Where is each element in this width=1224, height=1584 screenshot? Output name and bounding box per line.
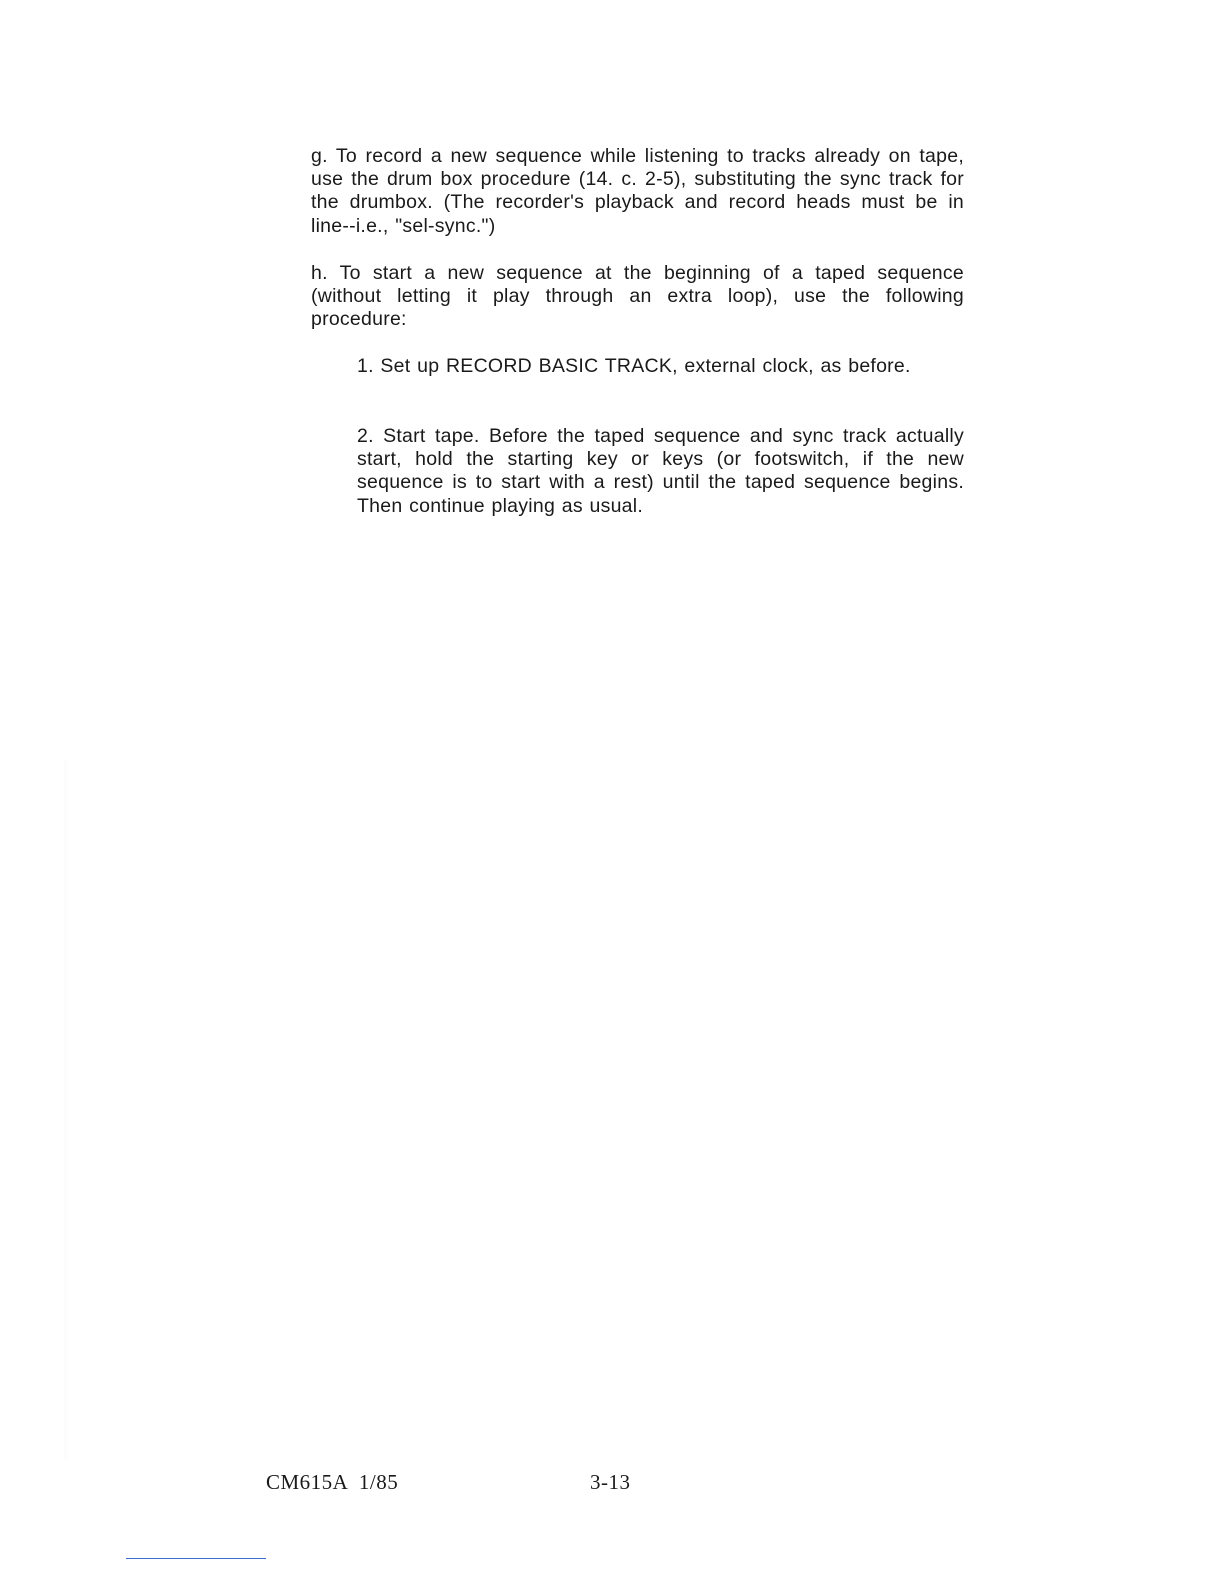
step-2: 2. Start tape. Before the taped sequence and sync track actually start, hold the starting key or keys (or footswitch, if the new sequence is to start with a rest) until the taped sequence begins. Then continue playing as usual. xyxy=(357,425,964,517)
bottom-rule xyxy=(126,1558,266,1559)
scan-shadow xyxy=(64,760,70,1460)
paragraph-h: h. To start a new sequence at the beginning of a taped sequence (without letting it play through an extra loop), use the following procedure: xyxy=(311,262,964,331)
paragraph-g: g. To record a new sequence while listening to tracks already on tape, use the drum box procedure (14. c. 2-5), substituting the sync track for the drumbox. (The recorder's playback and record heads must be in line--i.e., "sel-sync.") xyxy=(311,145,964,237)
page-number: 3-13 xyxy=(590,1470,631,1494)
document-id: CM615A 1/85 xyxy=(266,1470,399,1494)
step-1: 1. Set up RECORD BASIC TRACK, external clock, as before. xyxy=(357,355,911,377)
